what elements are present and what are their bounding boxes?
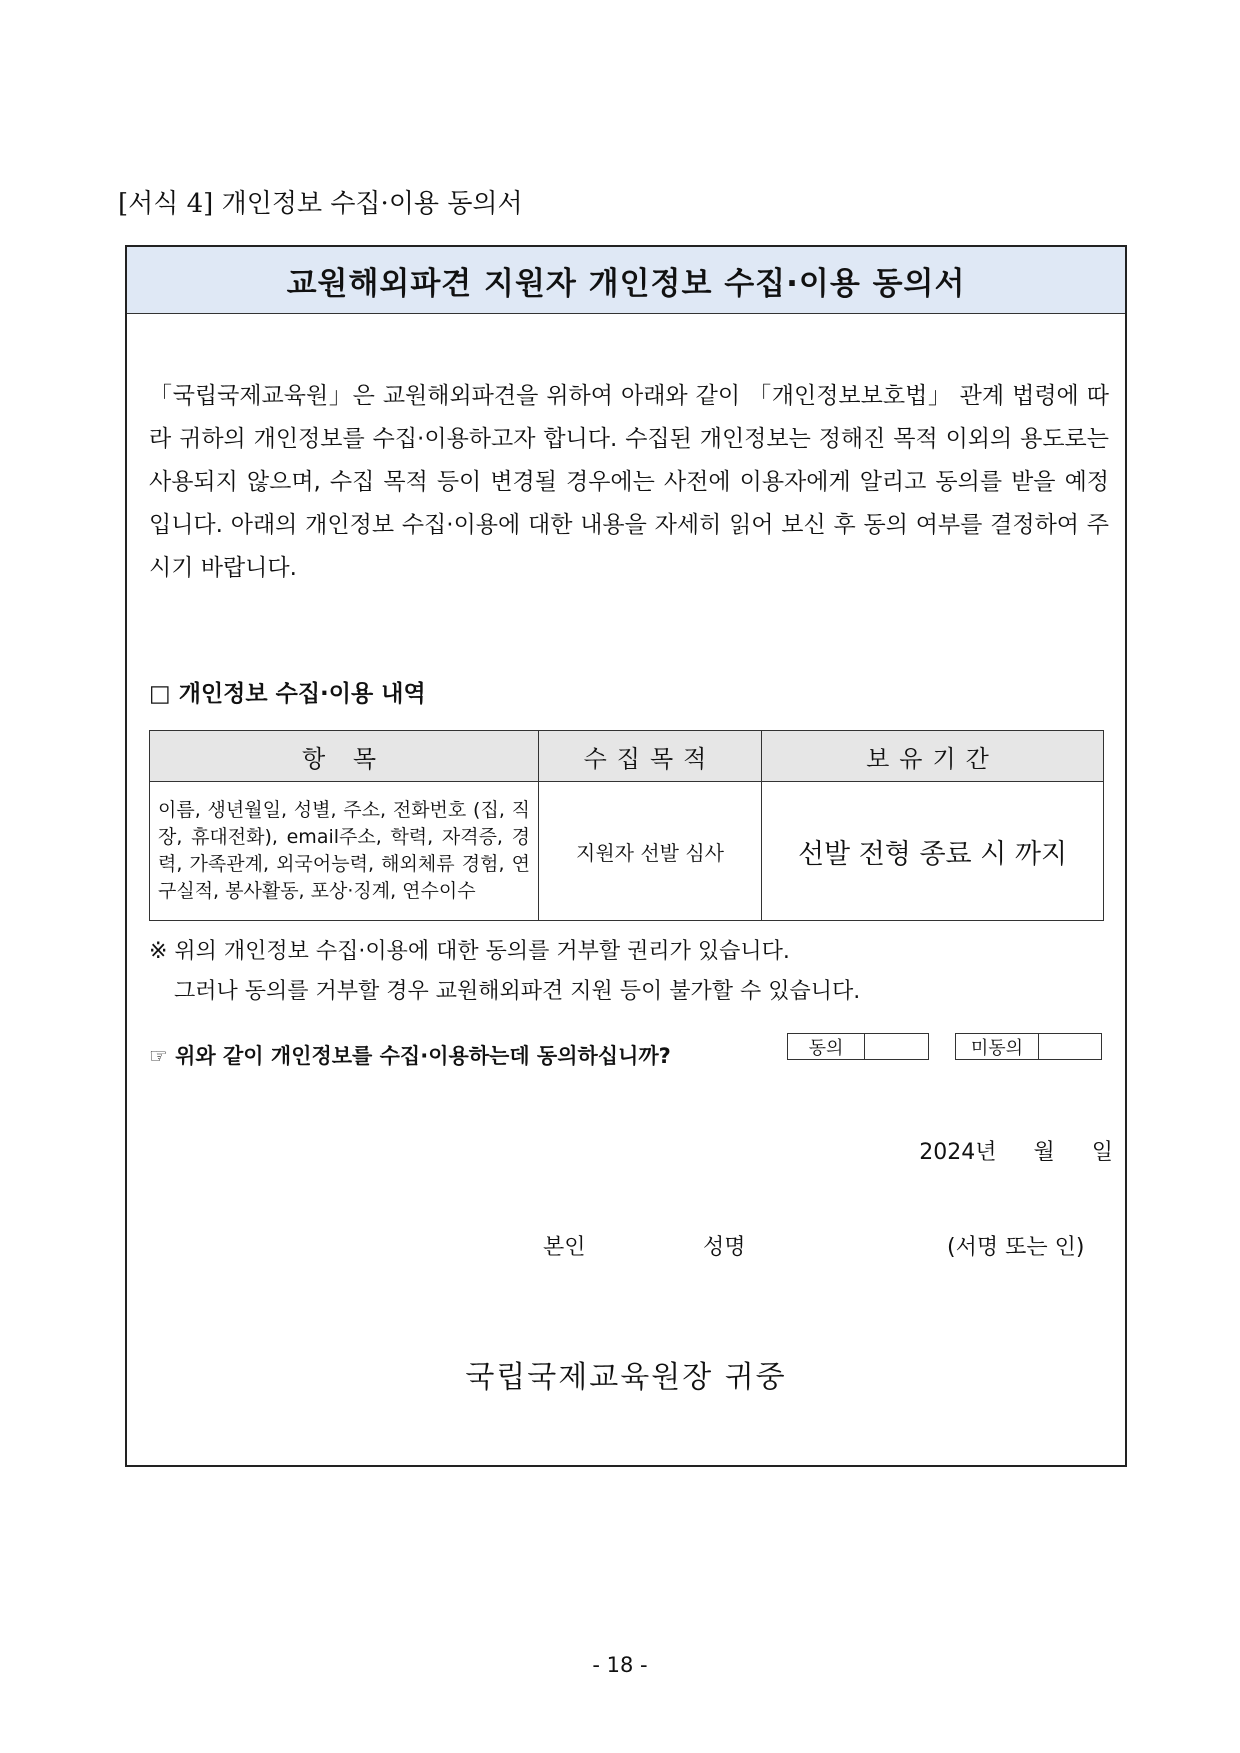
self-label: 본인 bbox=[543, 1235, 586, 1260]
intro-paragraph: 「국립국제교육원」은 교원해외파견을 위하여 아래와 같이 「개인정보보호법」 관계 법령에 따라 귀하의 개인정보를 수집·이용하고자 합니다. 수집된 개인정보는 정해진 목적 이외의 용도로는 사용되지 않으며, 수집 목적 등이 변경될 경우에는 사전에 이용자에게 알리고 동의를 받을 예정입니다. 아래의 개인정보 수집·이용에 대한 내용을 자세히 읽어 보신 후 동의 여부를 결정하여 주시기 바랍니다. bbox=[149, 383, 1109, 581]
cell-items: 이름, 생년월일, 성별, 주소, 전화번호 (집, 직장, 휴대전화), email주소, 학력, 자격증, 경력, 가족관계, 외국어능력, 해외체류 경험, 연구실적, 봉사활동, 포상·징계, 연수이수 bbox=[150, 782, 539, 921]
cell-period: 선발 전형 종료 시 까지 bbox=[762, 782, 1104, 921]
table-row bbox=[150, 782, 1104, 921]
name-field[interactable]: 성명 bbox=[703, 1235, 746, 1260]
header-purpose: 수집목적 bbox=[539, 731, 762, 782]
form-title: 교원해외파견 지원자 개인정보 수집·이용 동의서 bbox=[127, 247, 1125, 314]
page-number: - 18 - bbox=[592, 1653, 648, 1677]
addressee: 국립국제교육원장 귀중 bbox=[465, 1360, 787, 1395]
signature-hint: (서명 또는 인) bbox=[947, 1235, 1085, 1260]
note-warning: 그러나 동의를 거부할 경우 교원해외파견 지원 등이 불가할 수 있습니다. bbox=[174, 979, 861, 1004]
section-heading: □ 개인정보 수집·이용 내역 bbox=[149, 681, 426, 707]
header-items: 항 목 bbox=[150, 731, 539, 782]
agree-label: 동의 bbox=[788, 1034, 865, 1059]
agree-checkbox[interactable] bbox=[787, 1033, 929, 1060]
cell-purpose: 지원자 선발 심사 bbox=[539, 782, 762, 921]
date-field[interactable]: 2024년 월 일 bbox=[919, 1140, 1113, 1165]
disagree-checkbox[interactable] bbox=[955, 1033, 1102, 1060]
form-label: [서식 4] 개인정보 수집·이용 동의서 bbox=[118, 189, 523, 219]
header-period: 보유기간 bbox=[762, 731, 1104, 782]
consent-form-frame bbox=[125, 245, 1127, 1467]
note-right: ※ 위의 개인정보 수집·이용에 대한 동의를 거부할 권리가 있습니다. bbox=[149, 939, 790, 964]
collection-table bbox=[149, 730, 1104, 921]
table-header-row bbox=[150, 731, 1104, 782]
disagree-label: 미동의 bbox=[956, 1034, 1039, 1059]
consent-question: ☞ 위와 같이 개인정보를 수집·이용하는데 동의하십니까? bbox=[149, 1044, 671, 1068]
